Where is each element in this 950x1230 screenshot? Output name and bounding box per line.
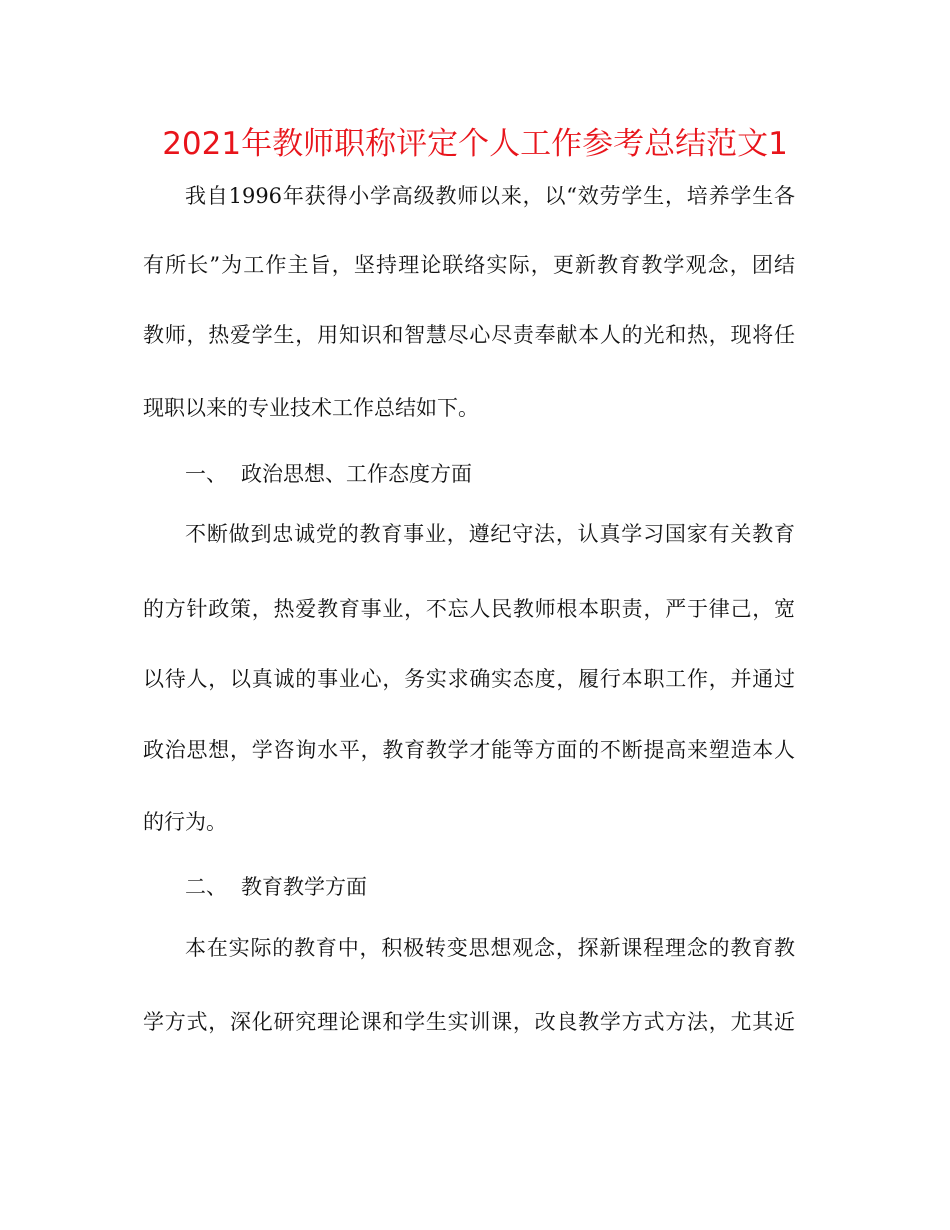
section-title: 政治思想、工作态度方面 <box>241 462 472 486</box>
paragraph-line: 的行为。 <box>143 810 227 834</box>
section-number: 二、 <box>185 875 227 899</box>
paragraph-line: 的方针政策，热爱教育事业，不忘人民教师根本职责，严于律己，宽 <box>143 597 795 621</box>
paragraph-line: 学方式，深化研究理论课和学生实训课，改良教学方式方法，尤其近 <box>143 1010 795 1034</box>
paragraph-line: 不断做到忠诚党的教育事业，遵纪守法，认真学习国家有关教育 <box>185 522 795 546</box>
paragraph-line: 本在实际的教育中，积极转变思想观念，探新课程理念的教育教 <box>185 936 795 960</box>
section-heading-teaching <box>185 872 367 902</box>
paragraph-line: 政治思想，学咨询水平，教育教学才能等方面的不断提高来塑造本人 <box>143 738 795 762</box>
document-title: 2021年教师职称评定个人工作参考总结范文1 <box>162 126 788 162</box>
section-title: 教育教学方面 <box>241 875 367 899</box>
paragraph-line: 教师，热爱学生，用知识和智慧尽心尽责奉献本人的光和热，现将任 <box>143 323 795 347</box>
paragraph-line: 以待人，以真诚的事业心，务实求确实态度，履行本职工作，并通过 <box>143 667 795 691</box>
section-number: 一、 <box>185 462 227 486</box>
paragraph-line: 有所长”为工作主旨，坚持理论联络实际，更新教育教学观念，团结 <box>143 253 795 277</box>
paragraph-line: 我自1996年获得小学高级教师以来，以“效劳学生，培养学生各 <box>185 184 795 208</box>
paragraph-line: 现职以来的专业技术工作总结如下。 <box>143 396 479 420</box>
section-heading-politics <box>185 459 472 489</box>
